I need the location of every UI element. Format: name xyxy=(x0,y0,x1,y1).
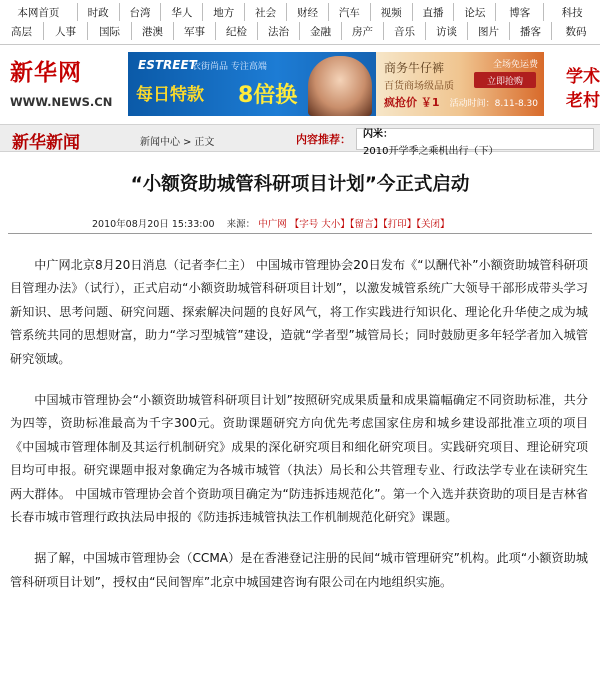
recommend-ticker[interactable] xyxy=(356,128,594,157)
nav-link[interactable]: 访谈 xyxy=(426,22,468,40)
nav-link[interactable]: 图片 xyxy=(468,22,510,40)
nav-link[interactable]: 财经 xyxy=(287,3,329,21)
nav-link[interactable]: 音乐 xyxy=(384,22,426,40)
recommend-item[interactable]: 闪米： xyxy=(363,129,393,140)
article-paragraph: 据了解，中国城市管理协会（CCMA）是在香港登记注册的民间“城市管理研究”机构。此项“小额资助城管科研项目计划”，授权由“民间智库”北京中城国建咨询有限公司在内地组织实施。 xyxy=(10,551,588,589)
logo-url: WWW.NEWS.CN xyxy=(10,95,113,109)
nav-link[interactable]: 视频 xyxy=(371,3,413,21)
nav-link[interactable]: 时政 xyxy=(78,3,120,21)
logo-text: 新华网 xyxy=(10,60,82,86)
nav-link[interactable]: 法治 xyxy=(258,22,300,40)
article-paragraph: 中广网北京8月20日消息（记者李仁主） 中国城市管理协会20日发布《“以酬代补”小额资助城管科研项目管理办法》（试行），正式启动“小额资助城管科研项目计划”，以激发城管系统广大领导干部形成带头学习新知识、思考问题、研究问题、探索解决问题的良好风气，将工作实践进行知识化、理论化升华使之成为城管系统共同的思想财富，助力“学习型城管”建设，造就“学者型”城管局长；同时鼓励更多年轻学者加入城管研究领域。 xyxy=(10,258,588,366)
nav-link[interactable]: 军事 xyxy=(174,22,216,40)
nav-link[interactable]: 直播 xyxy=(413,3,455,21)
font-size-tool[interactable]: 【字号 大小】 xyxy=(289,219,350,230)
nav-link[interactable]: 台湾 xyxy=(120,3,162,21)
site-logo[interactable] xyxy=(10,54,120,114)
nav-link[interactable]: 数码 xyxy=(565,25,587,38)
banner xyxy=(0,52,600,120)
ad-tagline: 衣街尚品 专注高端 xyxy=(192,62,267,72)
breadcrumb-news-center[interactable]: 新闻中心 xyxy=(140,137,180,148)
breadcrumb xyxy=(140,133,214,148)
recommend-item[interactable]: 2010开学季之乘机出行（下） xyxy=(363,146,499,157)
ad-model-image xyxy=(308,56,372,116)
nav-link[interactable]: 汽车 xyxy=(329,3,371,21)
source-label: 来源： xyxy=(226,219,256,230)
nav-link[interactable]: 播客 xyxy=(510,22,552,40)
nav-link[interactable]: 论坛 xyxy=(454,3,496,21)
nav-link[interactable]: 港澳 xyxy=(132,22,174,40)
close-link[interactable]: 【关闭】 xyxy=(416,219,450,230)
nav-link[interactable]: 科技 xyxy=(561,6,583,19)
nav-link[interactable]: 社会 xyxy=(245,3,287,21)
article-body xyxy=(10,254,588,612)
side-ad-banner[interactable] xyxy=(556,52,600,116)
nav-link[interactable]: 房产 xyxy=(342,22,384,40)
nav-link[interactable]: 地方 xyxy=(203,3,245,21)
nav-row-primary xyxy=(0,3,600,23)
nav-link[interactable]: 高层 xyxy=(0,22,44,40)
article-source[interactable]: 中广网 xyxy=(258,219,287,230)
estreet-ad-banner[interactable] xyxy=(128,52,376,116)
article-paragraph: 中国城市管理协会“小额资助城管科研项目计划”按照研究成果质量和成果篇幅确定不同资助标准，共分为四等，资助标准最高为千字300元。资助课题研究方向优先考虑国家住房和城乡建设部批准立项的项目《中国城市管理体制及其运行机制研究》成果的深化研究项目和细化研究项目。实践研究项目、理论研究项目均可申报。研究课题申报对象确定为各城市城管（执法）局长和公共管理专业、行政法学专业在读研究生两大群体。 中国城市管理协会首个资助项目确定为“防违拆违规范化”。第一个入选并获资助的项目是吉林省长春市城市管理行政执法局申报的《防违拆违城管执法工作机制规范化研究》课题。 xyxy=(10,393,588,525)
breadcrumb-separator: > xyxy=(183,137,192,148)
ad-buy-button[interactable]: 立即抢购 xyxy=(474,72,536,88)
recommend-label: 内容推荐： xyxy=(296,133,351,146)
ad-promo: 每日特款 xyxy=(136,85,204,105)
side-ad-line1: 学术 xyxy=(566,67,600,87)
nav-link[interactable]: 博客 xyxy=(496,3,544,21)
article-title: “小额资助城管科研项目计划”今正式启动 xyxy=(130,174,470,195)
section-bar xyxy=(0,124,600,157)
side-ad-line2: 老村 xyxy=(566,91,600,111)
nav-link[interactable]: 国际 xyxy=(88,22,132,40)
nav-link[interactable]: 金融 xyxy=(300,22,342,40)
ad-multiplier: 8倍换 xyxy=(238,83,298,108)
ad-jeans-title: 商务牛仔裤 xyxy=(384,61,445,75)
nav-link[interactable]: 人事 xyxy=(44,22,88,40)
breadcrumb-current: 正文 xyxy=(194,137,215,148)
ad-jeans-line2: 百货商场级品质 xyxy=(384,81,454,92)
nav-row-secondary xyxy=(0,22,600,42)
divider xyxy=(8,233,592,234)
comment-link[interactable]: 【留言】 xyxy=(349,219,384,230)
ad-jeans-price: 疯抢价 ￥1 xyxy=(384,96,440,109)
article-meta xyxy=(92,216,450,230)
nav-link[interactable]: 纪检 xyxy=(216,22,258,40)
article-date: 2010年08月20日 15:33:00 xyxy=(92,219,215,230)
nav-link[interactable]: 本网首页 xyxy=(0,3,78,21)
ad-brand: ESTREET xyxy=(138,58,197,72)
nav-link[interactable]: 华人 xyxy=(161,3,203,21)
print-link[interactable]: 【打印】 xyxy=(383,219,417,230)
ad-jeans-date: 活动时间：8.11-8.30 xyxy=(449,99,538,109)
top-nav xyxy=(0,0,600,45)
jeans-ad-banner[interactable] xyxy=(376,52,544,116)
section-brand[interactable]: 新华新闻 xyxy=(12,133,80,153)
ad-jeans-free: 全场免运费 xyxy=(492,60,538,70)
